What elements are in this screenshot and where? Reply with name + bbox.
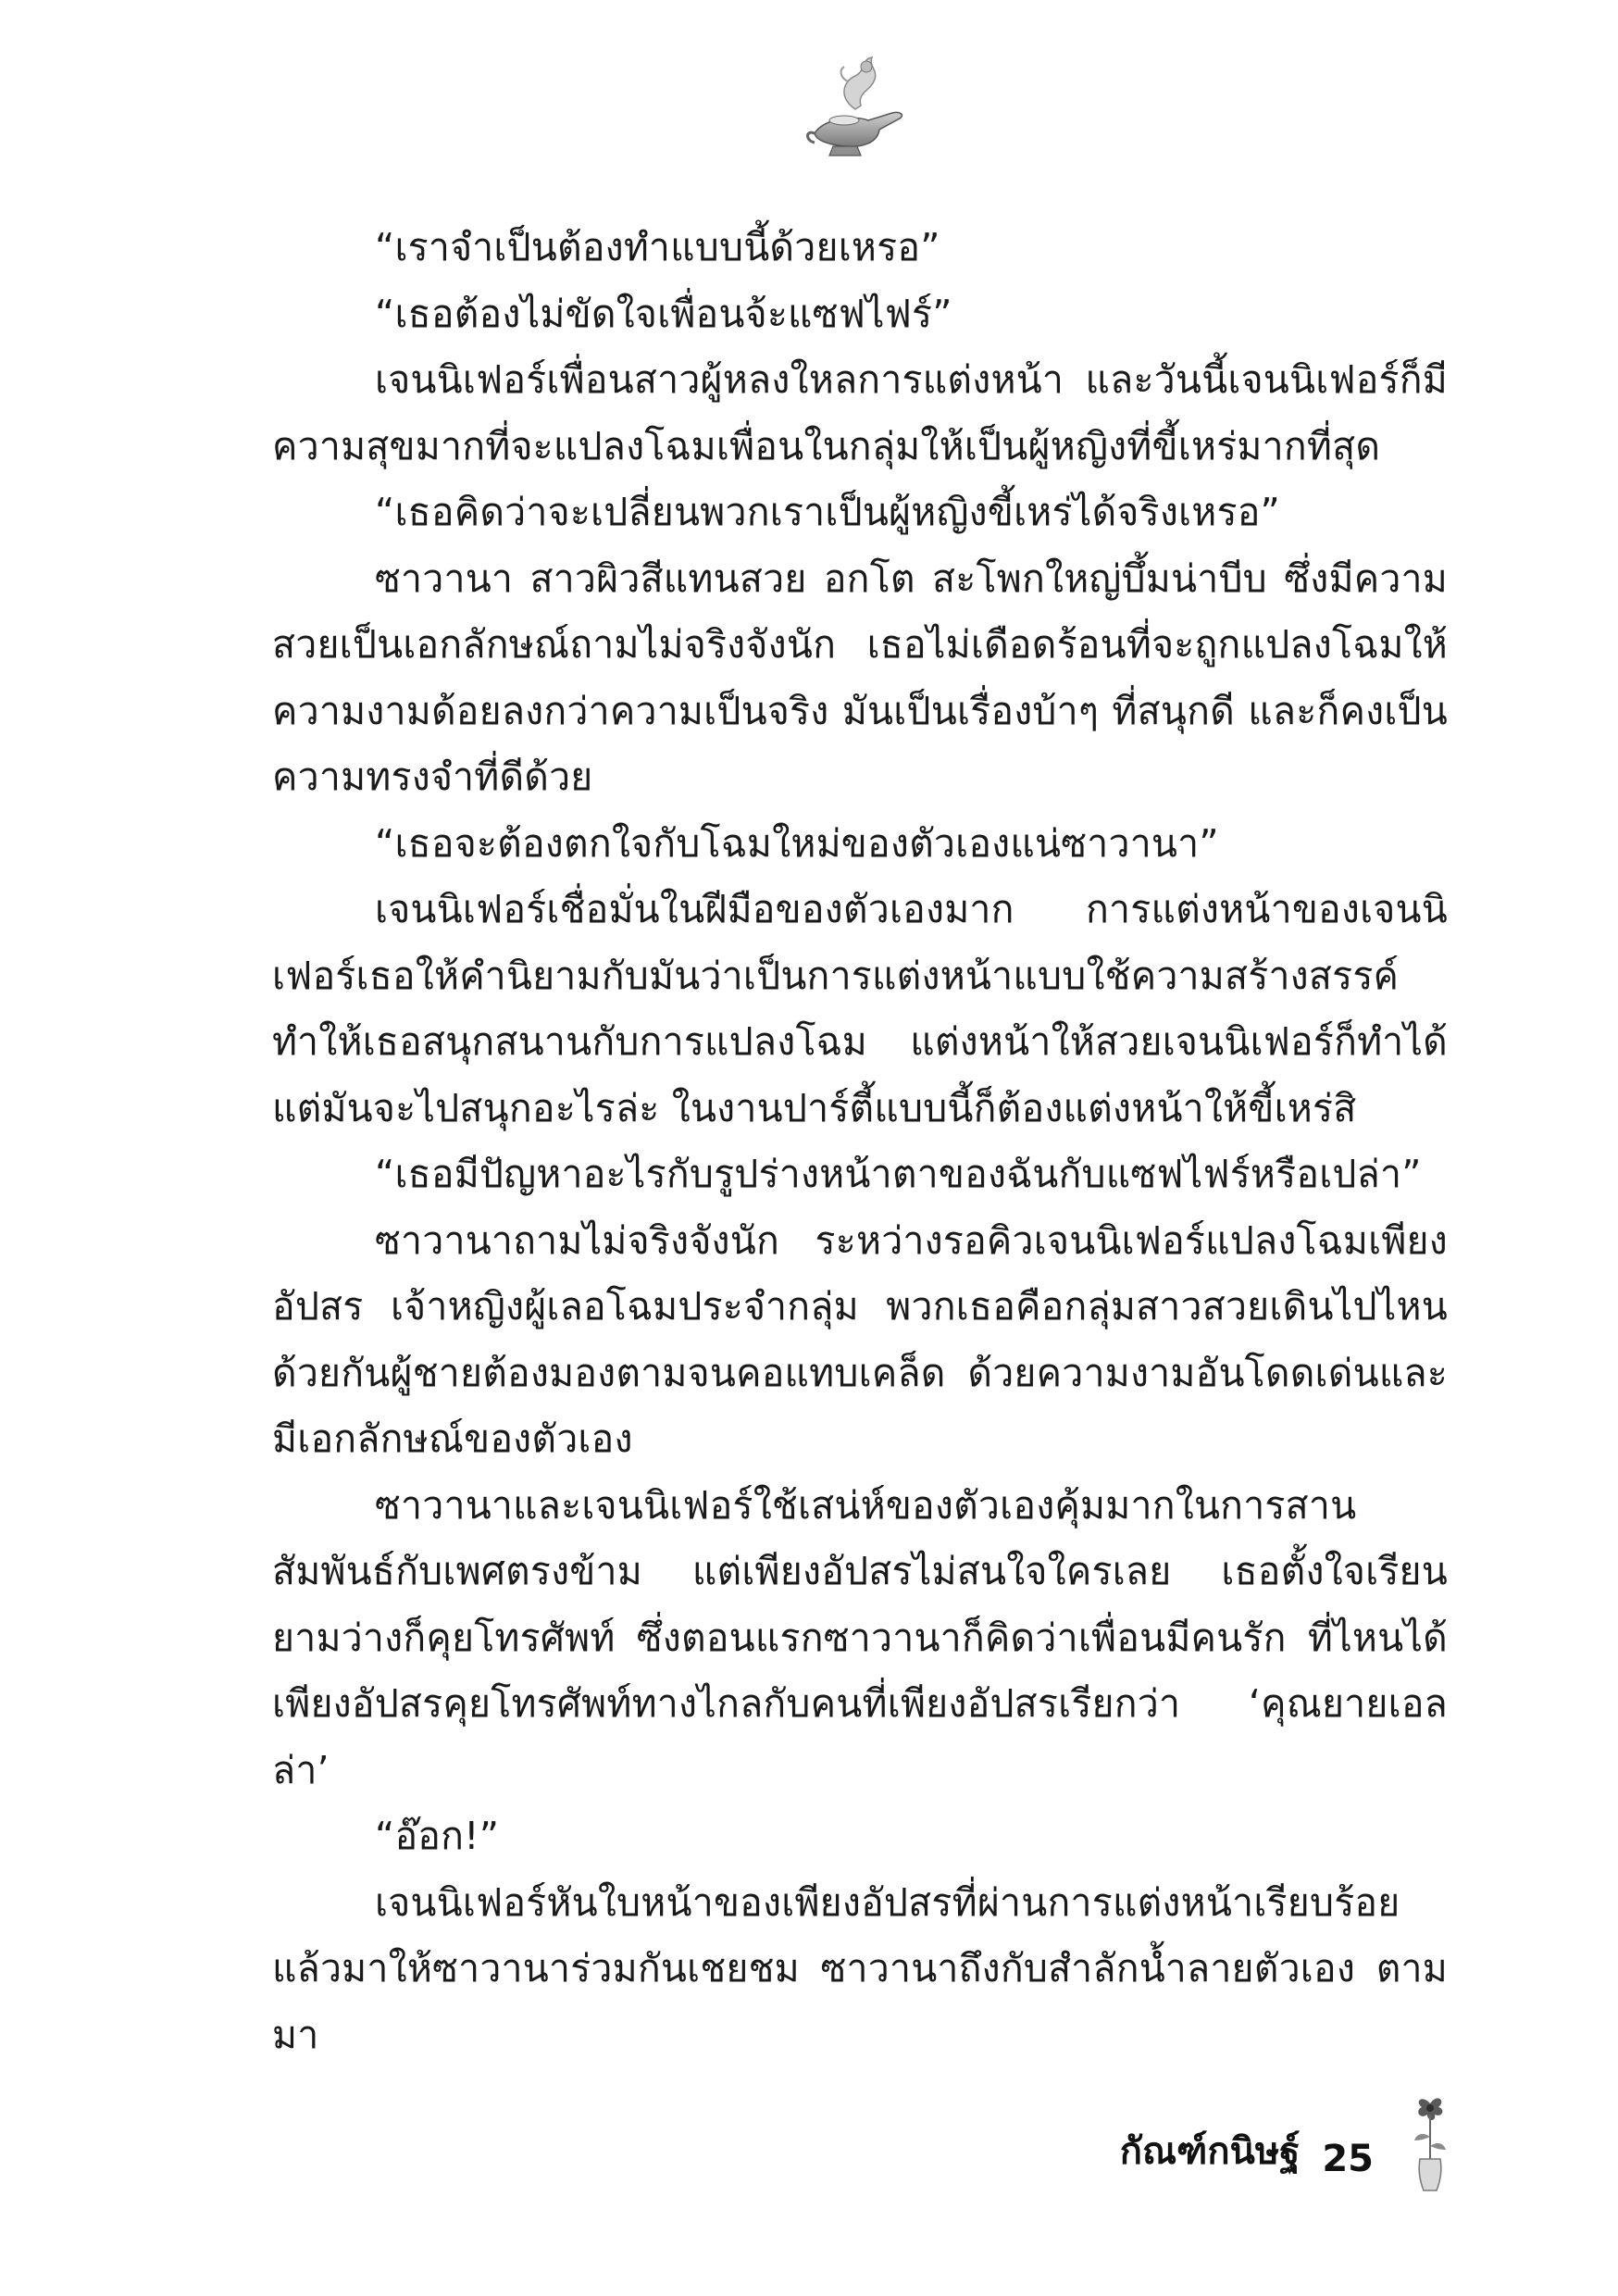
paragraph-6: “เธอจะต้องตกใจกับโฉมใหม่ของตัวเองแน่ซาวานา” (375, 820, 1219, 866)
page-number: 25 (1322, 2138, 1374, 2180)
author-name: กัณฑ์กนิษฐ์ (1119, 2130, 1301, 2173)
chapter-text (272, 215, 1448, 2068)
paragraph-5: ซาวานา สาวผิวสีแทนสวย อกโต สะโพกใหญ่บึ้มน่าบีบ ซึ่งมีความสวยเป็นเอกลักษณ์ถามไม่จริงจังนัก เธอไม่เดือดร้อนที่จะถูกแปลงโฉมให้ความงามด้อยลงกว่าความเป็นจริง มันเป็นเรื่องบ้าๆ ที่สนุกดี และก็คงเป็นความทรงจำที่ดีด้วย (272, 555, 1448, 799)
paragraph-8: “เธอมีปัญหาอะไรกับรูปร่างหน้าตาของฉันกับแซฟไฟร์หรือเปล่า” (375, 1152, 1422, 1196)
paragraph-2: “เธอต้องไม่ขัดใจเพื่อนจ้ะแซฟไฟร์” (375, 291, 952, 336)
paragraph-12: เจนนิเฟอร์หันใบหน้าของเพียงอัปสรที่ผ่านการแต่งหน้าเรียบร้อยแล้วมาให้ซาวานาร่วมกันเชยชม ซาวานาถึงกับสำลักน้ำลายตัวเอง ตามมา (272, 1879, 1448, 2057)
paragraph-1: “เราจำเป็นต้องทำแบบนี้ด้วยเหรอ” (375, 225, 940, 269)
paragraph-3: เจนนิเฟอร์เพื่อนสาวผู้หลงใหลการแต่งหน้า และวันนี้เจนนิเฟอร์ก็มีความสุขมากที่จะแปลงโฉมเพื่อนในกลุ่มให้เป็นผู้หญิงที่ขี้เหร่มากที่สุด (272, 357, 1448, 468)
paragraph-10: ซาวานาและเจนนิเฟอร์ใช้เสน่ห์ของตัวเองคุ้มมากในการสานสัมพันธ์กับเพศตรงข้าม แต่เพียงอัปสรไม่สนใจใครเลย เธอตั้งใจเรียน ยามว่างก็คุยโทรศัพท์ ซึ่งตอนแรกซาวานาก็คิดว่าเพื่อนมีคนรัก ที่ไหนได้ เพียงอัปสรคุยโทรศัพท์ทางไกลกับคนที่เพียงอัปสรเรียกว่า ‘คุณยายเอลล่า’ (272, 1482, 1448, 1792)
paragraph-4: “เธอคิดว่าจะเปลี่ยนพวกเราเป็นผู้หญิงขี้เหร่ได้จริงเหรอ” (375, 490, 1280, 534)
paragraph-11: “อ๊อก!” (375, 1814, 500, 1858)
paragraph-9: ซาวานาถามไม่จริงจังนัก ระหว่างรอคิวเจนนิเฟอร์แปลงโฉมเพียงอัปสร เจ้าหญิงผู้เลอโฉมประจำกลุ่ม พวกเธอคือกลุ่มสาวสวยเดินไปไหนด้วยกันผู้ชายต้องมองตามจนคอแทบเคล็ด ด้วยความงามอันโดดเด่นและมีเอกลักษณ์ของตัวเอง (272, 1217, 1448, 1461)
flower-vase-icon (1405, 2085, 1455, 2194)
genie-lamp-icon (802, 54, 913, 165)
page-footer (1120, 2121, 1433, 2180)
paragraph-7: เจนนิเฟอร์เชื่อมั่นในฝีมือของตัวเองมาก การแต่งหน้าของเจนนิเฟอร์เธอให้คำนิยามกับมันว่าเป็นการแต่งหน้าแบบใช้ความสร้างสรรค์ ทำให้เธอสนุกสนานกับการแปลงโฉม แต่งหน้าให้สวยเจนนิเฟอร์ก็ทำได้ แต่มันจะไปสนุกอะไรล่ะ ในงานปาร์ตี้แบบนี้ก็ต้องแต่งหน้าให้ขี้เหร่สิ (272, 887, 1448, 1130)
